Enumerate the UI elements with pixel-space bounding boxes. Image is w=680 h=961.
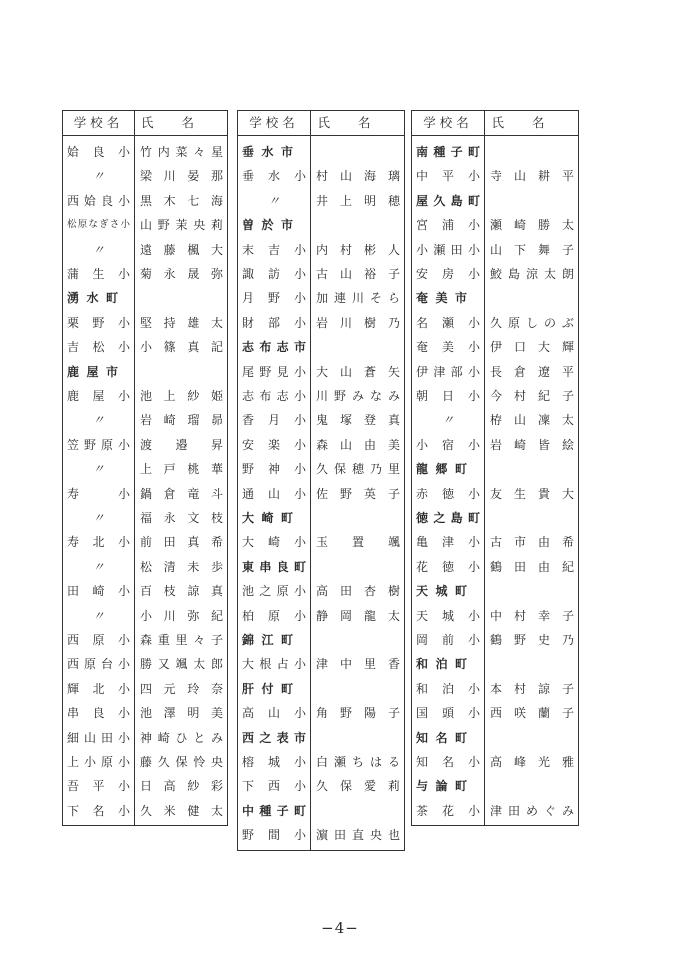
person-name: 池上紗姫 [140,389,223,403]
section-row [412,774,578,798]
person-name: 松清未歩 [140,559,223,574]
school-name: 中平小 [416,169,480,184]
school-name: 末吉小 [242,242,306,257]
table-row [63,164,227,188]
person-name: 村山海璃 [316,169,400,184]
table-row [412,262,578,286]
table-row [412,677,578,701]
table-row [238,457,404,481]
table-row [63,579,227,603]
school-name: 赤徳小 [416,486,480,501]
school-name: 松原なぎさ小 [67,219,130,231]
table-row [238,482,404,506]
school-name: 〃 [92,413,105,428]
school-name: 諏訪小 [242,267,306,281]
table-row [63,408,227,432]
section-row [238,555,404,579]
municipality-heading: 屋久島町 [416,193,480,208]
person-name: 福永文枝 [140,511,223,525]
school-name: 西原台小 [67,657,130,672]
school-name: 〃 [267,193,280,208]
section-row [63,286,227,310]
person-name: 鶴田由紀 [490,559,574,574]
table-row [63,726,227,750]
school-name: 串良小 [67,706,130,721]
municipality-heading: 大崎町 [242,511,293,525]
table-row [63,262,227,286]
section-row [238,726,404,750]
person-name: 久保穂乃里 [316,462,400,477]
person-name: 内村彬人 [316,242,400,257]
table-row [63,652,227,676]
table-row [63,140,227,164]
table-row [238,750,404,774]
table-row [412,555,578,579]
person-name: 堅持雄太 [140,315,223,330]
municipality-heading: 垂水市 [242,145,293,159]
school-name: 大崎小 [242,535,306,550]
person-name: 神崎ひとみ [140,730,223,745]
person-name: 前田真希 [140,535,223,550]
municipality-heading: 徳之島町 [416,511,480,525]
person-name: 大山蒼矢 [316,364,400,379]
section-row [412,506,578,530]
person-name: 森山由美 [316,437,400,452]
person-name: 高峰光雅 [490,755,574,769]
person-name: 山野茉央莉 [140,218,223,233]
school-name: 田崎小 [67,584,130,599]
school-name: 〃 [441,413,454,428]
table-row [412,408,578,432]
school-name: 小宿小 [416,437,480,452]
school-name: 輝北小 [67,681,130,696]
municipality-heading: 錦江町 [242,633,293,647]
person-name: 古市由希 [490,535,574,550]
school-name: 吾平小 [67,779,130,794]
section-row [238,677,404,701]
table-row [63,701,227,725]
school-name: 尾野見小 [242,364,306,379]
school-name: 小瀬田小 [416,242,480,257]
school-name: 大根占小 [242,657,306,672]
section-row [412,579,578,603]
person-name: 井上明穂 [316,193,400,208]
school-name: 岡前小 [416,633,480,647]
person-name: 小川弥紀 [140,608,223,623]
roster-table-2 [237,110,405,851]
table-row [63,189,227,213]
school-name: 安房小 [416,267,480,281]
person-name: 伊口大輝 [490,340,574,355]
table-row [238,701,404,725]
person-name: 山下舞子 [490,242,574,257]
table-row [63,433,227,457]
school-name: 柏原小 [242,608,306,623]
person-name: 竹内菜々星 [140,145,223,159]
table-header [412,111,578,136]
table-row [412,530,578,554]
section-row [412,286,578,310]
person-name: 鬼塚登真 [316,413,400,428]
school-name: 寿北小 [67,535,130,550]
table-row [63,774,227,798]
municipality-heading: 鹿屋市 [67,364,118,379]
person-name: 森重里々子 [140,633,223,647]
school-name: 池之原小 [242,584,306,599]
table-row [63,750,227,774]
person-name: 小篠真記 [140,340,223,355]
school-name: 宮浦小 [416,218,480,233]
table-row [238,774,404,798]
person-name: 瀬崎勝太 [490,218,574,233]
school-name: 茶花小 [416,803,480,818]
school-name: 香月小 [242,413,306,428]
person-name: 岩崎瑠昴 [140,413,223,428]
person-name: 鮫島涼太朗 [490,267,574,281]
table-row [238,189,404,213]
person-name: 黒木七海 [140,193,223,208]
person-name: 本村諒子 [490,681,574,696]
person-name: 遠藤楓大 [140,242,223,257]
municipality-heading: 曽於市 [242,218,293,233]
person-name: 津田めぐみ [490,803,574,818]
table-row [412,384,578,408]
school-name: 〃 [92,559,105,574]
section-row [238,213,404,237]
header-name: 氏名 [140,115,222,130]
table-row [412,604,578,628]
municipality-heading: 南種子町 [416,145,480,159]
school-name: 西姶良小 [67,193,130,208]
school-name: 奄美小 [416,340,480,355]
section-row [238,506,404,530]
table-row [238,604,404,628]
school-name: 安楽小 [242,437,306,452]
table-row [238,286,404,310]
person-name: 佐野英子 [316,486,400,501]
person-name: 池澤明美 [140,706,223,721]
person-name: 鍋倉竜斗 [140,486,223,501]
table-row [63,335,227,359]
school-name: 財部小 [242,315,306,330]
person-name: 白瀬ちはる [316,755,400,769]
school-name: 伊津部小 [416,364,480,379]
school-name: 天城小 [416,608,480,623]
table-row [238,408,404,432]
table-row [238,238,404,262]
school-name: 〃 [92,169,105,184]
person-name: 玉置颯 [316,535,400,550]
school-name: 栗野小 [67,315,130,330]
table-row [412,701,578,725]
school-name: 吉松小 [67,340,130,355]
table-row [63,628,227,652]
municipality-heading: 東串良町 [242,559,306,574]
table-row [412,213,578,237]
table-row [412,238,578,262]
person-name: 勝又颯太郎 [140,657,223,672]
municipality-heading: 天城町 [416,584,467,599]
person-name: 濵田直央也 [316,828,400,843]
school-name: 笠野原小 [67,437,130,452]
table-row [63,482,227,506]
table-row [238,433,404,457]
table-row [63,677,227,701]
section-row [412,140,578,164]
person-name: 久原しのぶ [490,315,574,330]
school-name: 国頭小 [416,706,480,721]
person-name: 四元玲奈 [140,681,223,696]
school-name: 寿小 [67,486,130,501]
table-header [238,111,404,136]
header-name: 氏名 [317,115,399,130]
table-row [63,555,227,579]
person-name: 静岡龍太 [316,608,400,623]
school-name: 上小原小 [67,755,130,769]
school-name: 西原小 [67,633,130,647]
school-name: 榕城小 [242,755,306,769]
municipality-heading: 志布志市 [242,340,306,355]
person-name: 岩川樹乃 [316,315,400,330]
table-row [63,799,227,823]
person-name: 寺山耕平 [490,169,574,184]
school-name: 姶良小 [67,145,130,159]
school-name: 垂水小 [242,169,306,184]
table-row [63,604,227,628]
table-row [63,384,227,408]
school-name: 下西小 [242,779,306,794]
person-name: 角野陽子 [316,706,400,721]
table-row [412,433,578,457]
table-row [412,360,578,384]
school-name: 野間小 [242,828,306,843]
table-row [412,628,578,652]
table-row [238,652,404,676]
person-name: 久米健太 [140,803,223,818]
school-name: 〃 [92,242,105,257]
header-school: 学校名 [423,115,473,130]
school-name: 和泊小 [416,681,480,696]
section-row [63,360,227,384]
person-name: 友生貴大 [490,486,574,501]
person-name: 百枝諒真 [140,584,223,599]
school-name: 〃 [92,608,105,623]
person-name: 高田杏樹 [316,584,400,599]
person-name: 日高紗彩 [140,779,223,794]
school-name: 月野小 [242,291,306,306]
municipality-heading: 肝付町 [242,681,293,696]
table-row [238,384,404,408]
school-name: 野神小 [242,462,306,477]
school-name: 蒲生小 [67,267,130,281]
school-name: 通山小 [242,486,306,501]
table-row [63,506,227,530]
table-row [63,238,227,262]
table-row [412,164,578,188]
person-name: 藤久保怜央 [140,755,223,769]
section-row [412,726,578,750]
table-row [412,799,578,823]
section-row [412,652,578,676]
person-name: 西咲蘭子 [490,706,574,721]
table-row [63,311,227,335]
table-row [412,311,578,335]
person-name: 長倉遼平 [490,364,574,379]
municipality-heading: 与論町 [416,779,467,794]
person-name: 中村幸子 [490,608,574,623]
table-row [63,457,227,481]
header-name: 氏名 [491,115,573,130]
person-name: 上戸桃華 [140,462,223,477]
roster-table-1 [62,110,228,826]
table-row [412,335,578,359]
table-row [238,262,404,286]
school-name: 下名小 [67,803,130,818]
header-school: 学校名 [73,115,124,130]
school-name: 名瀬小 [416,315,480,330]
school-name: 亀津小 [416,535,480,550]
person-name: 津中里香 [316,657,400,672]
section-row [238,335,404,359]
municipality-heading: 龍郷町 [416,462,467,477]
person-name: 栫山凜太 [490,413,574,428]
person-name: 菊永晟弥 [140,267,223,281]
person-name: 渡邉昇 [140,437,223,452]
person-name: 今村紀子 [490,389,574,403]
header-school: 学校名 [249,115,299,130]
section-row [238,628,404,652]
municipality-heading: 中種子町 [242,803,306,818]
table-row [412,482,578,506]
person-name: 梁川晏那 [140,169,223,184]
table-row [63,530,227,554]
municipality-heading: 西之表市 [242,730,306,745]
school-name: 高山小 [242,706,306,721]
school-name: 知名小 [416,755,480,769]
person-name: 岩崎皆絵 [490,437,574,452]
person-name: 久保愛莉 [316,779,400,794]
roster-table-3 [411,110,579,826]
table-row [63,213,227,237]
municipality-heading: 和泊町 [416,657,467,672]
school-name: 〃 [92,462,105,477]
school-name: 朝日小 [416,389,480,403]
table-row [238,164,404,188]
section-row [238,799,404,823]
table-row [238,360,404,384]
municipality-heading: 奄美市 [416,291,467,306]
section-row [238,140,404,164]
section-row [412,457,578,481]
table-row [238,311,404,335]
table-row [238,579,404,603]
table-row [238,823,404,847]
person-name: 古山裕子 [316,267,400,281]
section-row [412,189,578,213]
school-name: 〃 [92,511,105,525]
municipality-heading: 知名町 [416,730,467,745]
school-name: 志布志小 [242,389,306,403]
page-number: −4− [321,919,359,937]
school-name: 花徳小 [416,559,480,574]
school-name: 細山田小 [67,730,130,745]
school-name: 鹿屋小 [67,389,130,403]
table-header [63,111,227,136]
municipality-heading: 湧水町 [67,291,118,306]
person-name: 鶴野史乃 [490,633,574,647]
person-name: 川野みなみ [316,389,400,403]
person-name: 加連川そら [316,291,400,306]
table-row [238,530,404,554]
table-row [412,750,578,774]
